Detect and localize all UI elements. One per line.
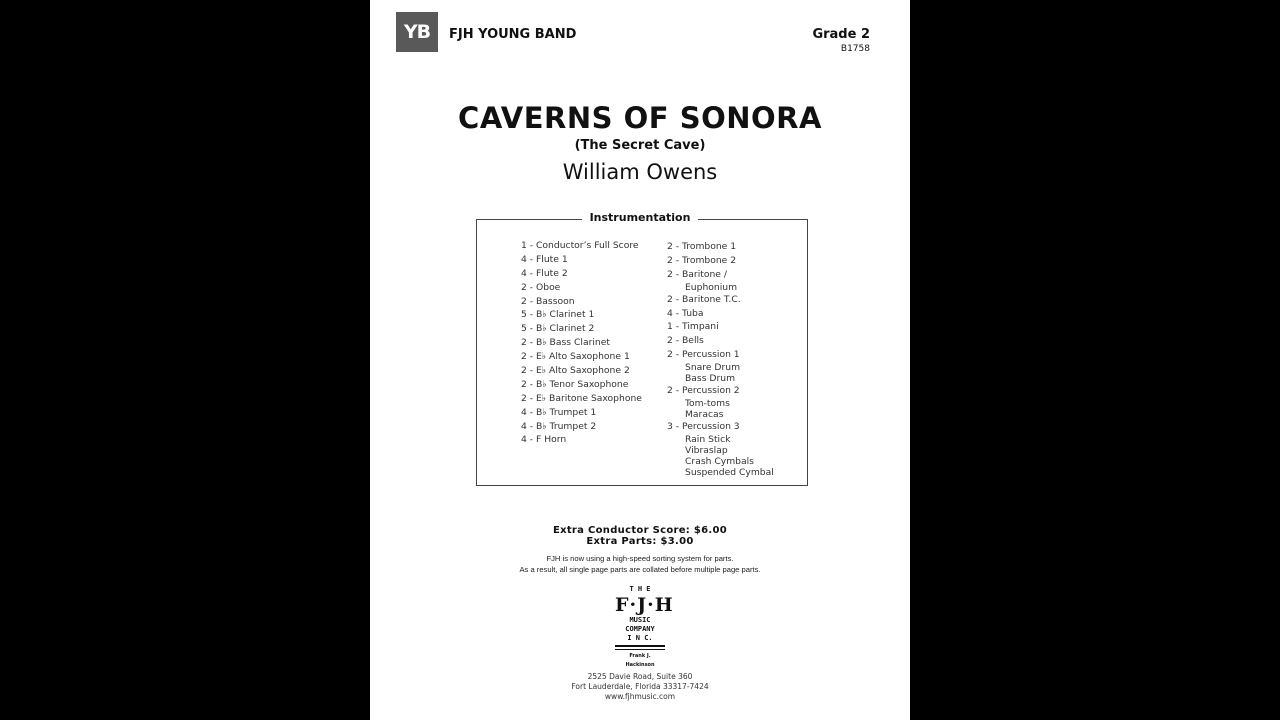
- logo-signature: Frank J. Hackinson: [625, 653, 655, 668]
- instrument-item: 4 - B♭ Trumpet 2: [521, 420, 597, 432]
- note-line: As a result, all single page parts are collated before multiple page parts.: [519, 565, 761, 574]
- instrument-item: 4 - B♭ Trumpet 1: [521, 406, 597, 418]
- website-link[interactable]: www.fjhmusic.com: [604, 692, 676, 701]
- instrument-item: 5 - B♭ Clarinet 1: [521, 309, 595, 321]
- piece-subtitle: (The Secret Cave): [574, 138, 706, 153]
- publisher-address: [370, 672, 910, 702]
- extra-parts-price: Extra Parts: $3.00: [586, 536, 694, 547]
- note-line: FJH is now using a high-speed sorting system for parts.: [546, 554, 734, 563]
- instrument-item: 1 - Conductor’s Full Score: [521, 240, 639, 251]
- logo-text: I N C.: [627, 634, 653, 642]
- prices: [370, 525, 910, 547]
- instrument-item: 2 - Baritone /: [667, 268, 727, 280]
- catalog-code: B1758: [840, 44, 870, 54]
- instrument-item: 2 - B♭ Bass Clarinet: [521, 337, 610, 349]
- instrument-item: 2 - Percussion 2: [667, 385, 740, 397]
- instrument-subitem: Euphonium: [685, 281, 738, 293]
- extra-score-price: Extra Conductor Score: $6.00: [552, 525, 728, 536]
- instrument-subitem: Snare Drum: [685, 362, 741, 374]
- young-band-logo: YB: [396, 12, 438, 52]
- instrumentation-heading: [370, 211, 910, 224]
- logo-text: T H E: [629, 585, 651, 593]
- series-name: FJH YOUNG BAND: [449, 27, 577, 42]
- instrument-item: 4 - Flute 2: [521, 267, 568, 279]
- instrument-subitem: Vibraslap: [685, 444, 728, 456]
- instrument-list-left: [521, 239, 642, 447]
- instrument-item: 2 - Trombone 2: [667, 254, 737, 266]
- address-line: Fort Lauderdale, Florida 33317-7424: [571, 682, 709, 691]
- instrument-subitem: Bass Drum: [685, 373, 736, 385]
- instrument-item: 3 - Percussion 3: [667, 421, 740, 433]
- instrument-subitem: Suspended Cymbal: [685, 466, 774, 478]
- piece-title: CAVERNS OF SONORA: [458, 101, 822, 135]
- instrument-item: 2 - Bells: [667, 335, 704, 347]
- logo-rule: [615, 645, 665, 650]
- instrument-item: 5 - B♭ Clarinet 2: [521, 323, 595, 335]
- logo-text: MUSIC: [629, 616, 651, 624]
- composer-name: William Owens: [562, 160, 718, 184]
- instrument-subitem: Rain Stick: [685, 433, 731, 445]
- instrument-item: 2 - Trombone 1: [667, 241, 737, 252]
- instrument-item: 2 - E♭ Alto Saxophone 2: [521, 365, 630, 377]
- instrument-item: 2 - Percussion 1: [667, 349, 740, 361]
- instrument-item: 2 - Oboe: [521, 281, 561, 293]
- address-line: 2525 Davie Road, Suite 360: [587, 672, 693, 681]
- grade-label: Grade 2: [812, 27, 870, 42]
- instrument-subitem: Crash Cymbals: [685, 455, 754, 467]
- instrument-subitem: Tom-toms: [685, 398, 730, 410]
- instrument-item: 2 - E♭ Alto Saxophone 1: [521, 351, 630, 363]
- fjh-publisher-logo: [615, 585, 674, 670]
- instrument-subitem: Maracas: [685, 409, 724, 421]
- sorting-note: [370, 553, 910, 575]
- instrument-item: 4 - Tuba: [667, 307, 704, 319]
- instrument-item: 2 - Bassoon: [521, 295, 575, 307]
- instrument-item: 1 - Timpani: [667, 321, 719, 333]
- instrument-list-right: [667, 240, 774, 478]
- instrument-item: 2 - Baritone T.C.: [667, 293, 741, 305]
- logo-text: F·J·H: [615, 594, 674, 616]
- instrument-item: 4 - F Horn: [521, 434, 567, 446]
- instrument-item: 2 - E♭ Baritone Saxophone: [521, 392, 642, 404]
- instrumentation-heading-text: Instrumentation: [582, 211, 699, 224]
- instrument-item: 4 - Flute 1: [521, 253, 568, 265]
- instrument-item: 2 - B♭ Tenor Saxophone: [521, 378, 629, 390]
- score-cover-page: [370, 0, 910, 720]
- logo-text: COMPANY: [625, 625, 655, 633]
